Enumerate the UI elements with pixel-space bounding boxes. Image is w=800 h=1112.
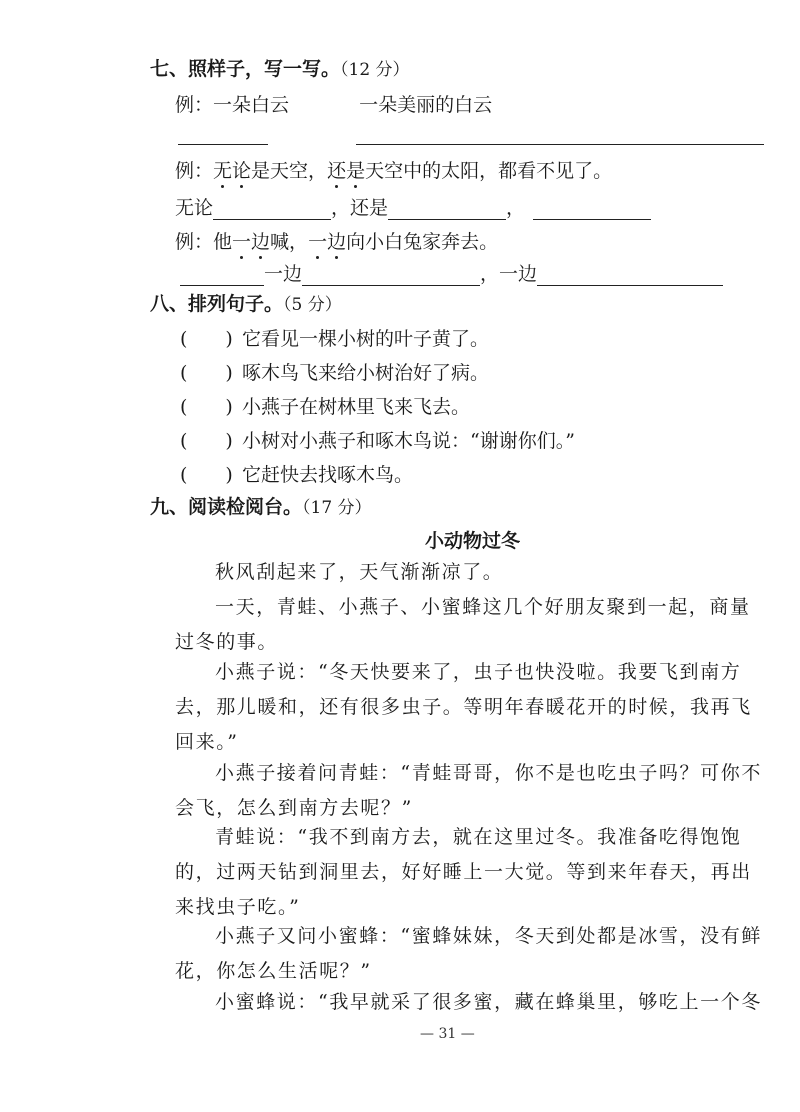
sentence-text: 小燕子在树林里飞来飞去。 <box>242 396 471 418</box>
sentence-text: 小树对小燕子和啄木鸟说：“谢谢你们。” <box>242 430 575 452</box>
passage-paragraph-1: 秋风刮起来了，天气渐渐凉了。 <box>215 561 504 583</box>
section-9-title: 九、阅读检阅台。 <box>150 496 303 518</box>
paren-close: ) <box>225 396 233 418</box>
paren-close: ) <box>225 362 233 384</box>
fill-2-start: 无论 <box>175 197 214 219</box>
example-2-prefix: 例： <box>175 160 214 182</box>
sentence-text: 它赶快去找啄木鸟。 <box>242 464 414 486</box>
example-2-mid: 是天空， <box>251 160 328 182</box>
paren-close: ) <box>225 328 233 350</box>
paren-open: ( <box>180 328 188 350</box>
section-8-points: （5 分） <box>283 295 342 315</box>
example-3-word-1: 一边 <box>232 231 270 253</box>
paren-open: ( <box>180 430 188 452</box>
example-3-mid: 喊， <box>270 231 309 253</box>
paren-open: ( <box>180 396 188 418</box>
fill-3-word-1: 一边 <box>264 263 303 285</box>
fill-2-end: ， <box>506 197 526 219</box>
order-blank[interactable] <box>180 464 242 486</box>
answer-blank-2a[interactable] <box>213 199 331 220</box>
section-7-title: 七、照样子，写一写。 <box>150 58 341 80</box>
passage-paragraph-6: 小燕子又问小蜜蜂：“蜜蜂妹妹，冬天到处都是冰雪，没有鲜花，你怎么生活呢？” <box>175 925 762 982</box>
sentence-text: 啄木鸟飞来给小树治好了病。 <box>242 362 490 384</box>
passage-title: 小动物过冬 <box>425 530 521 552</box>
paren-close: ) <box>225 430 233 452</box>
section-8-title: 八、排列句子。 <box>150 293 284 315</box>
answer-blank-1a[interactable] <box>178 124 268 145</box>
order-blank[interactable] <box>180 430 242 452</box>
sentence-item-2 <box>180 358 489 385</box>
sentence-item-5 <box>180 460 413 487</box>
answer-blank-3c[interactable] <box>537 265 723 286</box>
sentence-text: 它看见一棵小树的叶子黄了。 <box>242 328 490 350</box>
sentence-item-3 <box>180 392 470 419</box>
paren-open: ( <box>180 362 188 384</box>
fill-2-mid: ，还是 <box>331 197 389 219</box>
answer-blank-2c[interactable] <box>533 199 651 220</box>
fill-3-mid: ，一边 <box>480 263 538 285</box>
passage-paragraph-5: 青蛙说：“我不到南方去，就在这里过冬。我准备吃得饱饱的，过两天钻到洞里去，好好睡上一大觉。等到来年春天，再出来找虫子吃。” <box>175 826 752 918</box>
page-number: — 31 — <box>420 1026 475 1042</box>
example-3-word-2: 一边 <box>308 231 346 253</box>
section-7-points: （12 分） <box>340 60 410 80</box>
section-9-points: （17 分） <box>302 498 372 518</box>
answer-blank-3a[interactable] <box>180 265 264 286</box>
example-3-suffix: 向小白兔家奔去。 <box>346 231 499 253</box>
example-2-suffix: 天空中的太阳，都看不见了。 <box>365 160 613 182</box>
example-1-answer: 一朵美丽的白云 <box>359 94 493 116</box>
example-2-word-1: 无论 <box>213 160 251 182</box>
order-blank[interactable] <box>180 328 242 350</box>
example-2-word-2: 还是 <box>327 160 365 182</box>
fill-line-3 <box>180 259 723 286</box>
passage-paragraph-4: 小燕子接着问青蛙：“青蛙哥哥，你不是也吃虫子吗？可你不会飞，怎么到南方去呢？” <box>175 762 762 819</box>
section-9-heading <box>150 492 372 519</box>
section-7-heading <box>150 54 410 81</box>
sentence-item-4 <box>180 426 575 453</box>
passage-paragraph-2: 一天，青蛙、小燕子、小蜜蜂这几个好朋友聚到一起，商量过冬的事。 <box>175 596 751 653</box>
fill-line-2 <box>175 193 651 220</box>
example-3-prefix: 例：他 <box>175 231 233 253</box>
example-3 <box>175 227 498 254</box>
example-1-label: 例：一朵白云 <box>175 94 290 116</box>
order-blank[interactable] <box>180 396 242 418</box>
section-8-heading <box>150 289 342 316</box>
example-2 <box>175 156 612 183</box>
answer-blank-1b[interactable] <box>356 124 764 145</box>
passage-paragraph-7: 小蜜蜂说：“我早就采了很多蜜，藏在蜂巢里，够吃上一个冬 <box>215 991 762 1013</box>
example-1 <box>175 90 492 117</box>
answer-blank-3b[interactable] <box>302 265 480 286</box>
paren-close: ) <box>225 464 233 486</box>
sentence-item-1 <box>180 324 489 351</box>
paren-open: ( <box>180 464 188 486</box>
order-blank[interactable] <box>180 362 242 384</box>
passage-paragraph-3: 小燕子说：“冬天快要来了，虫子也快没啦。我要飞到南方去，那儿暖和，还有很多虫子。等明年春暖花开的时候，我再飞回来。” <box>175 661 752 753</box>
answer-blank-2b[interactable] <box>388 199 506 220</box>
